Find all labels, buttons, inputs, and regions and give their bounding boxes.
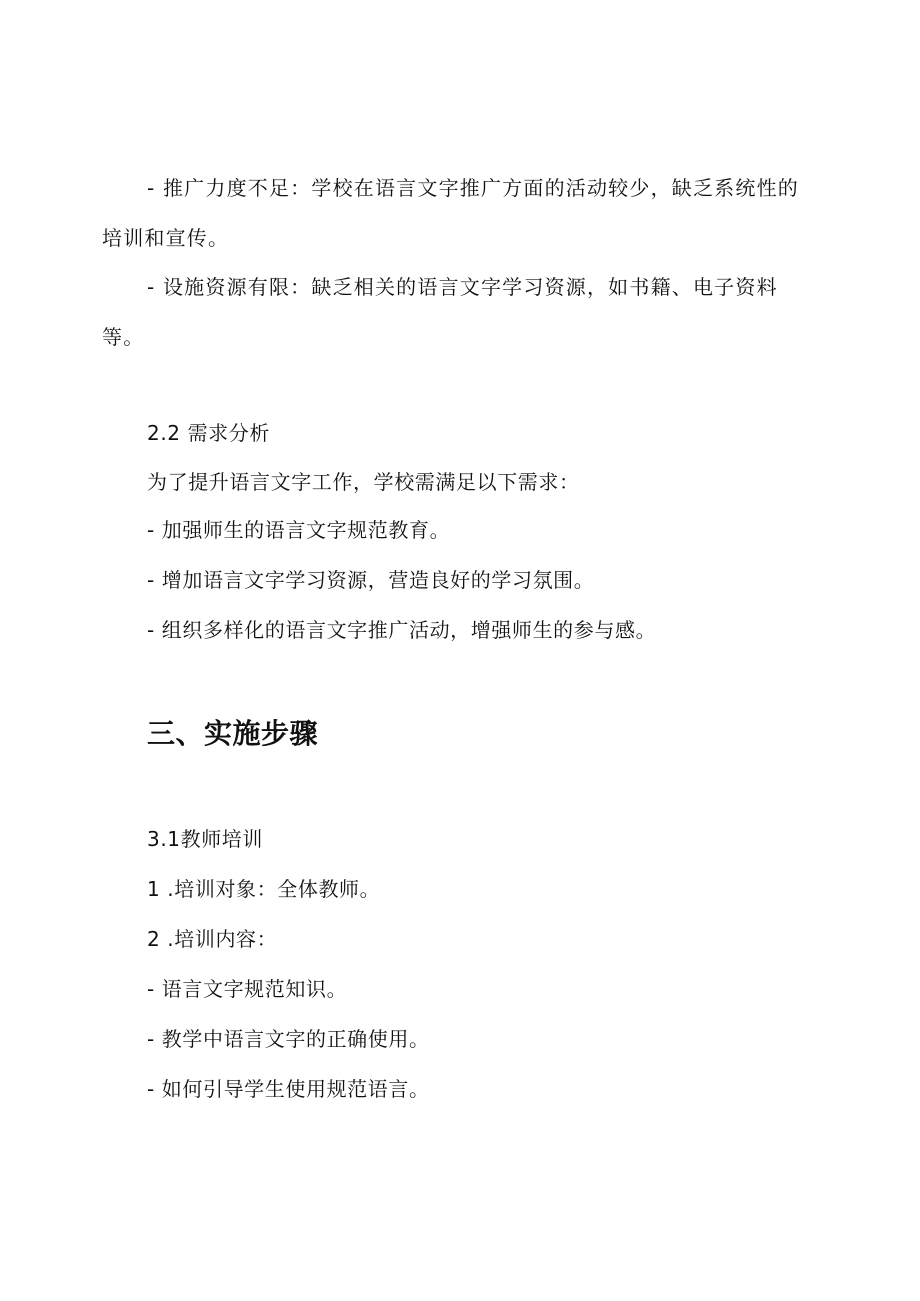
paragraph-weakness-promotion: - 推广力度不足：学校在语言文字推广方面的活动较少，缺乏系统性的培训和宣传。 [102,176,799,250]
section-heading-needs: 2.2 需求分析 [147,421,270,445]
training-point: 1 .培训对象：全体教师。 [147,877,381,901]
chapter-title-steps: 三、实施步骤 [147,717,319,750]
training-content-item: - 语言文字规范知识。 [147,977,348,1001]
paragraph-weakness-resources: - 设施资源有限：缺乏相关的语言文字学习资源，如书籍、电子资料等。 [102,275,778,349]
needs-item: - 增加语言文字学习资源，营造良好的学习氛围。 [147,568,595,592]
needs-item: - 加强师生的语言文字规范教育。 [147,518,451,542]
training-content-item: - 如何引导学生使用规范语言。 [147,1077,430,1101]
training-point: 2 .培训内容： [147,927,278,951]
training-content-item: - 教学中语言文字的正确使用。 [147,1027,430,1051]
needs-item: - 组织多样化的语言文字推广活动，增强师生的参与感。 [147,618,657,642]
section-heading-teacher-training: 3.1教师培训 [147,827,264,851]
needs-intro: 为了提升语言文字工作，学校需满足以下需求： [147,470,580,494]
